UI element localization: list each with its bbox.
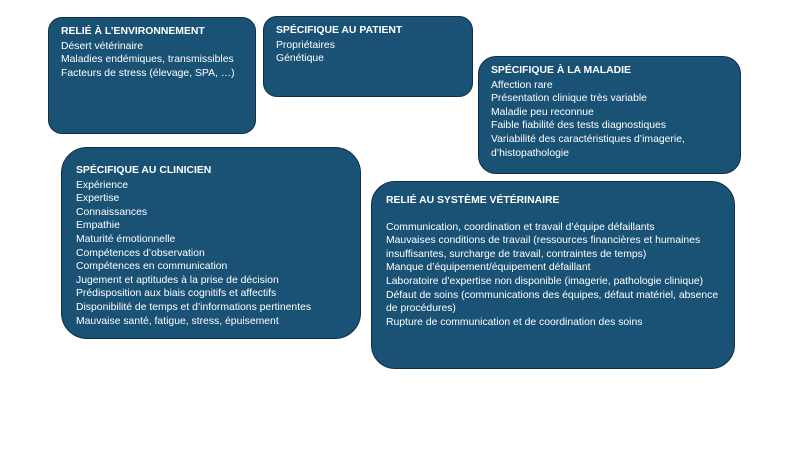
box-clinician-list xyxy=(76,179,348,329)
list-item: Maturité émotionnelle xyxy=(76,233,176,245)
list-item: Disponibilité de temps et d’informations pertinentes xyxy=(76,301,312,313)
list-item: Rupture de communication et de coordination des soins xyxy=(386,316,643,328)
list-item: Connaissances xyxy=(76,206,148,218)
list-item: Faible fiabilité des tests diagnostiques xyxy=(491,120,667,132)
list-item: Prédisposition aux biais cognitifs et affectifs xyxy=(76,288,277,300)
list-item: Défaut de soins (communications des équipes, défaut matériel, absence de procédures) xyxy=(386,289,719,315)
list-item: Désert vétérinaire xyxy=(61,40,144,52)
list-item: Manque d’équipement/équipement défaillant xyxy=(386,262,591,274)
list-item: Empathie xyxy=(76,220,120,232)
list-item: Maladies endémiques, transmissibles xyxy=(61,54,234,66)
list-item: Variabilité des caractéristiques d’imagerie, d’histopathologie xyxy=(491,133,685,159)
list-item: Expertise xyxy=(76,193,120,205)
list-item: Mauvaises conditions de travail (ressources financières et humaines insuffisantes, surcharge de travail, contraintes de temps) xyxy=(386,235,701,260)
list-item: Communication, coordination et travail d’équipe défaillants xyxy=(386,221,655,233)
box-patient-title: SPÉCIFIQUE AU PATIENT xyxy=(276,25,403,36)
list-item: Laboratoire d’expertise non disponible (imagerie, pathologie clinique) xyxy=(386,275,704,287)
box-patient-list xyxy=(276,39,462,66)
list-item: Propriétaires xyxy=(276,39,335,51)
box-veterinary-system-title: RELIÉ AU SYSTÈME VÉTÉRINAIRE xyxy=(386,195,560,206)
box-disease-title: SPÉCIFIQUE À LA MALADIE xyxy=(491,65,631,76)
list-item: Affection rare xyxy=(491,79,553,91)
box-veterinary-system-list xyxy=(386,221,722,330)
list-item: Compétences d’observation xyxy=(76,247,205,259)
box-clinician xyxy=(61,147,361,339)
box-environment xyxy=(48,17,256,134)
list-item: Mauvaise santé, fatigue, stress, épuisement xyxy=(76,315,279,327)
box-clinician-title: SPÉCIFIQUE AU CLINICIEN xyxy=(76,165,212,176)
list-item: Présentation clinique très variable xyxy=(491,93,647,105)
list-item: Compétences en communication xyxy=(76,261,228,273)
list-item: Facteurs de stress (élevage, SPA, …) xyxy=(61,67,235,79)
list-item: Génétique xyxy=(276,53,324,65)
box-environment-list xyxy=(61,40,245,81)
list-item: Expérience xyxy=(76,179,128,191)
box-disease xyxy=(478,56,741,174)
box-veterinary-system xyxy=(371,181,735,369)
box-disease-list xyxy=(491,79,730,161)
box-environment-title: RELIÉ À L’ENVIRONNEMENT xyxy=(61,26,205,37)
list-item: Jugement et aptitudes à la prise de décision xyxy=(76,274,279,286)
list-item: Maladie peu reconnue xyxy=(491,106,594,118)
box-patient xyxy=(263,16,473,97)
